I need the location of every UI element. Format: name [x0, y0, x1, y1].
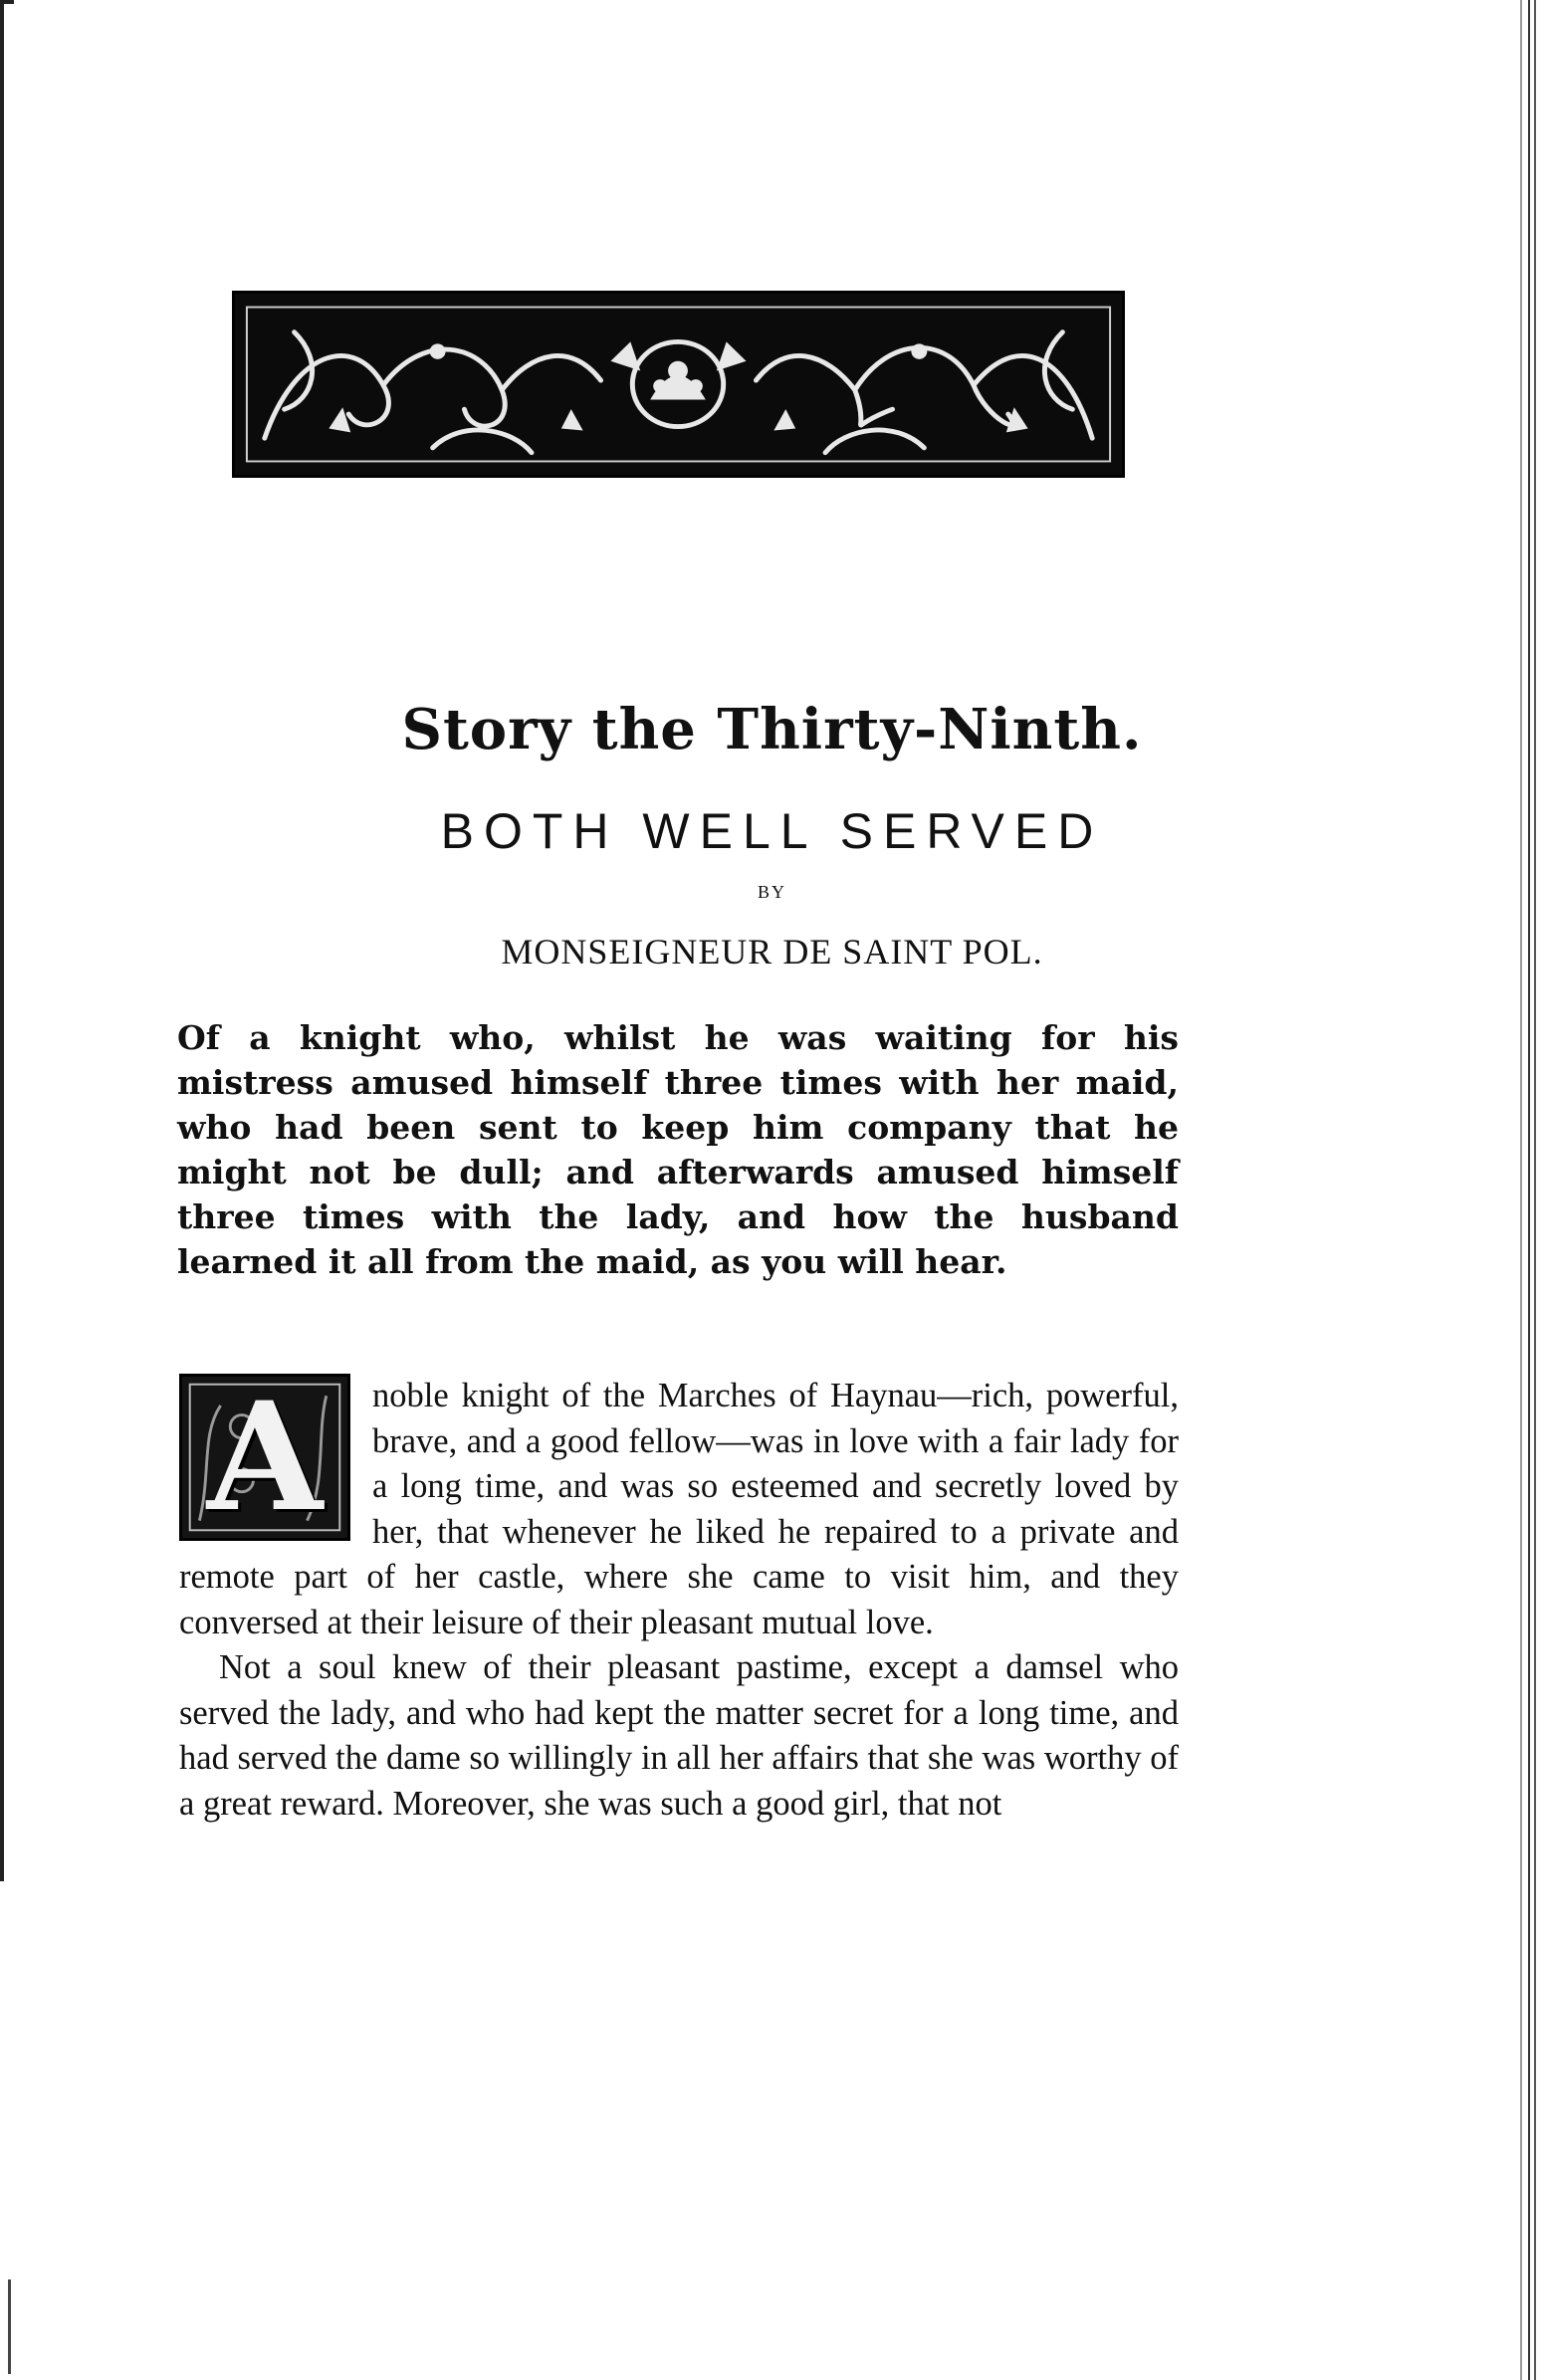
story-title: Story the Thirty-Ninth. [401, 697, 1143, 762]
scrollwork-ornament-icon [235, 294, 1122, 475]
paragraph: noble knight of the Marches of Haynau—rich, powerful, brave, and a good fellow—was in love with a fair lady for a long time, and was so esteemed and secretly loved by her, that whenever he liked he repaired to a private and remote part of her castle, where she came to visit him, and they conversed at their leisure of their pleasant mutual love. [179, 1377, 1179, 1641]
by-line: BY [757, 882, 786, 902]
scan-edge-right [1528, 0, 1536, 2380]
main-title: BOTH WELL SERVED [440, 803, 1104, 859]
story-synopsis: Of a knight who, whilst he was waiting for his mistress amused himself three times with her maid, who had been sent to keep him company that he might not be dull; and afterwards amused himself three times with the lady, and how the husband learned it all from the maid, as you will hear. [177, 1018, 1179, 1281]
scan-edge-right-inner [1520, 0, 1522, 2380]
scan-edge-tick [0, 0, 14, 4]
author-line: MONSEIGNEUR DE SAINT POL. [501, 932, 1043, 972]
scan-edge-left-bottom [8, 2279, 11, 2374]
paragraph: Not a soul knew of their pleasant pastime, except a damsel who served the lady, and who had kept the matter secret for a long time, and had served the dame so willingly in all her affairs that she was worthy of a great reward. Moreover, she was such a good girl, that not [179, 1648, 1179, 1823]
drop-cap-letter: A [206, 1370, 324, 1545]
ornamental-header-band [232, 291, 1125, 478]
drop-cap [179, 1370, 350, 1545]
story-body [179, 1370, 1179, 1827]
